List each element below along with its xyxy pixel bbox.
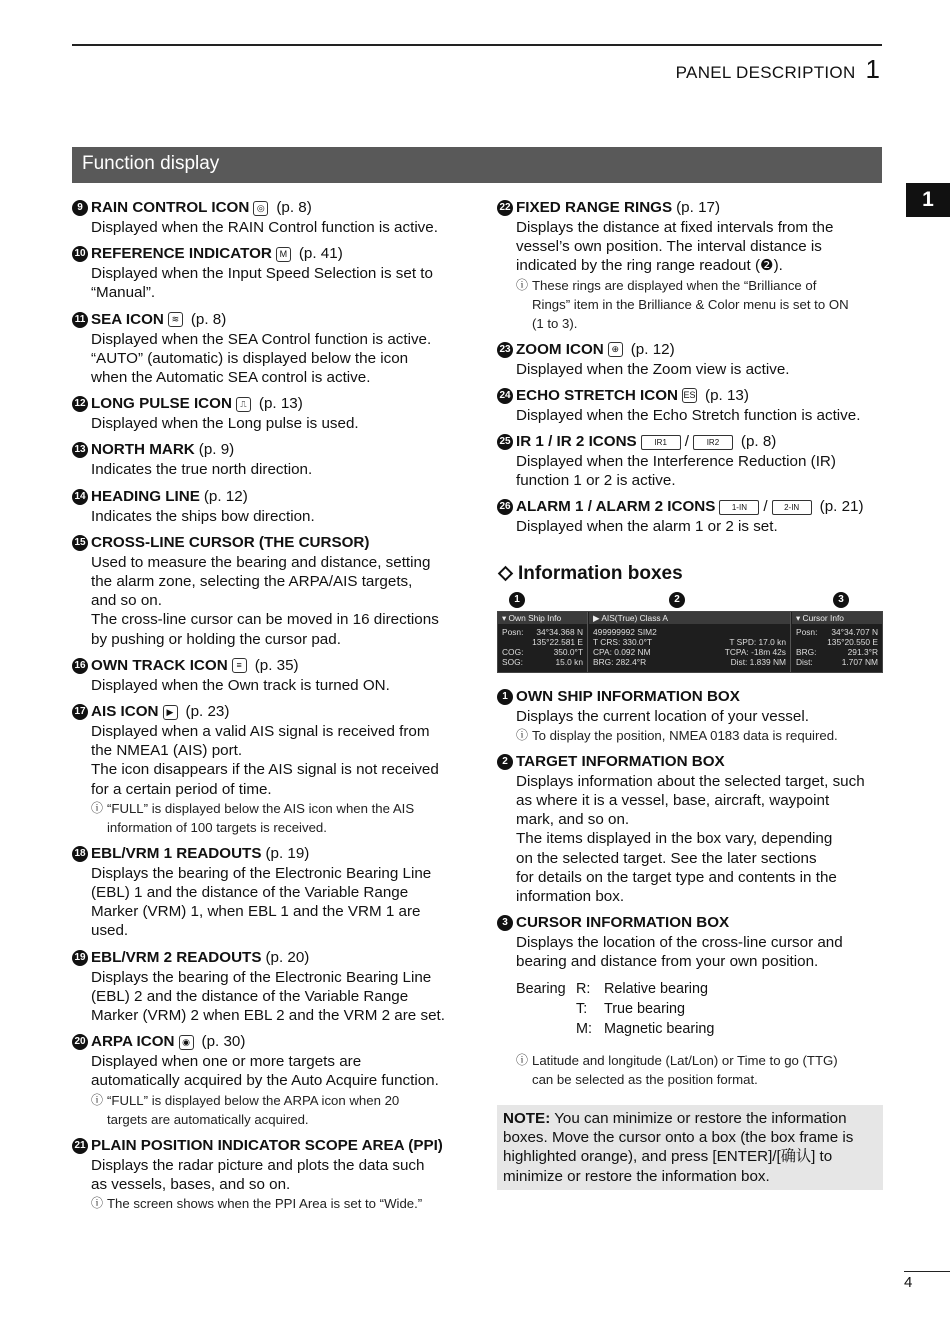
page-ref: (p. 9) — [198, 441, 235, 459]
item-title-row — [497, 386, 883, 406]
item-title-row — [72, 1136, 464, 1156]
item-desc-line: Displayed when a valid AIS signal is received from — [91, 723, 430, 741]
page-ref: (p. 17) — [676, 199, 721, 216]
feature-icon: 2-IN — [772, 500, 812, 515]
item-title: PLAIN POSITION INDICATOR SCOPE AREA (PPI) — [91, 1136, 443, 1154]
diamond-icon — [498, 566, 514, 582]
function-item — [72, 702, 464, 837]
info-value — [690, 627, 787, 637]
feature-icon: ⊕ — [608, 342, 623, 357]
function-item — [72, 440, 464, 479]
item-desc-line: Displayed when the Own track is turned ON. — [91, 676, 390, 694]
bearing-note — [516, 1051, 883, 1089]
item-number: 11 — [72, 312, 88, 328]
item-title-row — [72, 244, 464, 264]
info-row — [502, 627, 583, 637]
item-number: 9 — [72, 200, 88, 216]
item-title-row — [72, 948, 464, 968]
bearing-meaning: Relative bearing — [604, 980, 708, 997]
info-row — [796, 637, 878, 647]
item-number: 16 — [72, 658, 88, 674]
note-line: (1 to 3). — [532, 315, 578, 331]
item-desc-line: the NMEA1 (AIS) port. — [91, 742, 243, 760]
info-boxes-heading — [497, 563, 883, 585]
item-desc-line: Displays information about the selected target, such — [516, 772, 865, 790]
note-line: information of 100 targets is received. — [107, 819, 327, 835]
item-number: 10 — [72, 246, 88, 262]
info-value: 135°22.581 E — [532, 636, 583, 647]
item-title-row — [497, 752, 883, 772]
item-title: LONG PULSE ICON — [91, 395, 232, 413]
bearing-meaning: True bearing — [604, 1000, 686, 1017]
info-label: BRG: — [796, 646, 817, 657]
bearing-code: R: — [576, 980, 591, 997]
function-item — [72, 198, 464, 237]
target-rows — [589, 624, 790, 670]
note-line: can be selected as the position format. — [532, 1071, 758, 1087]
item-title-row — [497, 432, 883, 452]
item-number: 18 — [72, 846, 88, 862]
cursor-info-box[interactable] — [792, 612, 882, 672]
item-number: 17 — [72, 704, 88, 720]
right-column — [497, 198, 883, 1190]
item-desc-line: used. — [91, 922, 129, 940]
info-label: T CRS: 330.0°T — [593, 636, 653, 647]
item-title-row — [497, 198, 883, 218]
note-line: To display the position, NMEA 0183 data is required. — [532, 727, 838, 743]
item-desc-line: The icon disappears if the AIS signal is not received — [91, 761, 439, 779]
info-icon: ⓘ — [91, 1196, 104, 1211]
function-item — [497, 432, 883, 490]
item-number: 2 — [497, 754, 513, 770]
item-desc-line: Displayed when the Long pulse is used. — [91, 415, 359, 433]
function-item — [72, 1032, 464, 1128]
item-title: ZOOM ICON — [516, 340, 604, 358]
info-label: COG: — [502, 646, 524, 657]
chapter-tab: 1 — [906, 183, 950, 217]
item-desc-line: The cross-line cursor can be moved in 16 directions — [91, 611, 439, 629]
feature-icon: ◉ — [179, 1035, 194, 1050]
info-items — [497, 687, 883, 972]
item-title-row — [72, 198, 464, 218]
function-item — [497, 386, 883, 425]
item-number: 13 — [72, 442, 88, 458]
info-row — [593, 657, 786, 667]
page-ref: (p. 41) — [298, 245, 343, 263]
item-desc-line: the alarm zone, selecting the ARPA/AIS targets, — [91, 573, 413, 591]
bearing-label — [516, 1019, 576, 1039]
info-row — [796, 647, 878, 657]
item-desc-line: bearing and distance from your own position. — [516, 953, 819, 971]
item-desc-line: on the selected target. See the later sections — [516, 849, 817, 867]
item-desc-line: indicated by the ring range readout (❷). — [516, 257, 783, 275]
footer-rule — [904, 1271, 950, 1272]
info-row — [593, 627, 786, 637]
item-desc-line: Used to measure the bearing and distance, setting — [91, 553, 431, 571]
page-ref: (p. 8) — [276, 199, 312, 216]
callout-3: 3 — [833, 592, 849, 608]
item-desc-line: Displayed when the RAIN Control function is active. — [91, 219, 438, 236]
page-ref: (p. 35) — [254, 656, 299, 674]
note-text — [107, 1194, 422, 1213]
item-note — [516, 726, 883, 745]
bearing-note-text — [532, 1051, 838, 1089]
item-title-row — [72, 487, 464, 507]
function-item — [497, 198, 883, 333]
note-line: The screen shows when the PPI Area is set to “Wide.” — [107, 1196, 423, 1212]
info-value: 135°20.550 E — [827, 636, 878, 647]
page-ref: (p. 30) — [201, 1033, 246, 1051]
item-number: 15 — [72, 535, 88, 551]
item-number: 12 — [72, 396, 88, 412]
section-banner: Function display — [72, 147, 882, 183]
function-item — [72, 487, 464, 526]
item-title: ALARM 1 / ALARM 2 ICONS — [516, 498, 716, 516]
bearing-legend — [516, 979, 883, 1039]
page-ref: (p. 23) — [185, 703, 230, 721]
note-line: “FULL” is displayed below the AIS icon when the AIS — [107, 800, 415, 816]
item-title-row — [72, 702, 464, 722]
info-row — [796, 657, 878, 667]
item-title: EBL/VRM 1 READOUTS — [91, 844, 262, 862]
item-title-row — [497, 913, 883, 933]
item-desc-line: Displays the bearing of the Electronic Bearing Line — [91, 968, 432, 986]
separator: / — [763, 498, 768, 516]
note-label: NOTE: — [503, 1109, 551, 1127]
function-item — [72, 1136, 464, 1213]
item-note — [516, 276, 883, 333]
info-value: 1.707 NM — [841, 656, 878, 667]
item-desc-line: and so on. — [91, 592, 162, 610]
function-item — [72, 394, 464, 433]
note-line: These rings are displayed when the “Brilliance of — [532, 277, 817, 293]
cursor-rows — [792, 624, 882, 670]
info-label: Posn: — [502, 626, 524, 637]
info-icon: ⓘ — [516, 1052, 529, 1067]
section-title: PANEL DESCRIPTION — [675, 63, 856, 82]
feature-icon: ▶ — [163, 705, 178, 720]
function-item — [72, 533, 464, 649]
note-text — [107, 799, 414, 837]
note-line: targets are automatically acquired. — [107, 1111, 309, 1127]
info-label: SOG: — [502, 656, 523, 667]
item-desc-line: when the Automatic SEA control is active. — [91, 369, 371, 387]
item-title-row — [72, 394, 464, 414]
note-text — [107, 1091, 399, 1129]
item-desc-line: (EBL) 2 and the distance of the Variable Range — [91, 987, 409, 1005]
item-title: ARPA ICON — [91, 1033, 175, 1051]
item-title: REFERENCE INDICATOR — [91, 245, 272, 263]
separator: / — [684, 433, 689, 451]
page-ref: (p. 12) — [630, 340, 675, 358]
item-desc-line: mark, and so on. — [516, 811, 630, 829]
item-desc-line: as vessels, bases, and so on. — [91, 1175, 291, 1193]
item-title: NORTH MARK — [91, 441, 195, 459]
item-title: ECHO STRETCH ICON — [516, 386, 679, 404]
feature-icon: ◎ — [253, 201, 268, 216]
function-item — [497, 497, 883, 536]
page-ref: (p. 20) — [265, 948, 310, 966]
item-desc-line: Displayed when the Input Speed Selection is set to — [91, 265, 433, 283]
item-number: 25 — [497, 434, 513, 450]
function-item — [497, 913, 883, 971]
item-desc-line: Displayed when the alarm 1 or 2 is set. — [516, 518, 778, 536]
info-heading-text: Information boxes — [518, 562, 683, 584]
item-title: IR 1 / IR 2 ICONS — [516, 433, 637, 451]
item-title: CROSS-LINE CURSOR (THE CURSOR) — [91, 533, 370, 551]
page-ref: (p. 12) — [203, 487, 248, 505]
item-note — [91, 799, 464, 837]
page-ref: (p. 13) — [705, 386, 749, 404]
right-items — [497, 198, 883, 537]
info-row — [796, 627, 878, 637]
info-icon: ⓘ — [91, 1092, 104, 1107]
function-item — [497, 687, 883, 745]
item-desc-line: Displays the radar picture and plots the data such — [91, 1156, 425, 1174]
page-ref: (p. 8) — [190, 310, 227, 328]
feature-icon: ⎍ — [236, 397, 251, 412]
target-info-title: ▶ AIS(True) Class A — [589, 612, 790, 624]
item-title: FIXED RANGE RINGS — [516, 199, 673, 216]
item-note — [91, 1194, 464, 1213]
item-desc-line: automatically acquired by the Auto Acquire function. — [91, 1072, 439, 1090]
info-value: 291.3°R — [847, 646, 878, 657]
function-item — [72, 656, 464, 695]
item-desc-line: Displays the location of the cross-line cursor and — [516, 934, 843, 952]
info-value: 34°34.368 N — [536, 626, 583, 637]
item-title: SEA ICON — [91, 310, 164, 328]
item-number: 22 — [497, 200, 513, 216]
item-desc-line: Marker (VRM) 2 when EBL 2 and the VRM 2 are set. — [91, 1007, 445, 1025]
item-title: HEADING LINE — [91, 487, 200, 505]
feature-icon: IR1 — [641, 435, 681, 450]
item-number: 3 — [497, 915, 513, 931]
item-desc-line: for a certain period of time. — [91, 780, 272, 798]
top-rule — [72, 44, 882, 46]
info-label: CPA: 0.092 NM — [593, 646, 651, 657]
item-desc-line: function 1 or 2 is active. — [516, 472, 676, 490]
own-ship-info-title: ▾ Own Ship Info — [498, 612, 587, 624]
info-row — [502, 647, 583, 657]
info-row — [593, 637, 786, 647]
item-desc-line: Displayed when the Echo Stretch function is active. — [516, 406, 861, 424]
info-row — [502, 637, 583, 647]
item-desc-line: Displayed when one or more targets are — [91, 1053, 362, 1071]
info-row — [593, 647, 786, 657]
item-number: 23 — [497, 342, 513, 358]
item-desc-line: Displays the bearing of the Electronic Bearing Line — [91, 864, 432, 882]
info-row — [502, 657, 583, 667]
function-item — [72, 244, 464, 302]
bearing-label: Bearing — [516, 980, 566, 997]
item-title: OWN SHIP INFORMATION BOX — [516, 687, 740, 705]
item-title-row — [72, 656, 464, 676]
note-line: Rings” item in the Brilliance & Color menu is set to ON — [532, 296, 849, 312]
item-title-row — [72, 533, 464, 553]
feature-icon: M — [276, 247, 291, 262]
item-number: 24 — [497, 388, 513, 404]
item-desc-line: as where it is a vessel, base, aircraft, waypoint — [516, 792, 830, 810]
item-title-row — [497, 497, 883, 517]
item-title: OWN TRACK ICON — [91, 656, 228, 674]
bearing-meaning: Magnetic bearing — [604, 1020, 715, 1037]
info-label: Posn: — [796, 626, 818, 637]
feature-icon: ≋ — [168, 312, 183, 327]
item-number: 21 — [72, 1138, 88, 1154]
info-label: Dist: — [796, 656, 813, 667]
page-number: 4 — [904, 1274, 913, 1291]
item-desc-line: Displays the distance at fixed intervals from the — [516, 219, 834, 236]
info-label: BRG: 282.4°R — [593, 656, 647, 667]
item-number: 20 — [72, 1034, 88, 1050]
note-line: Latitude and longitude (Lat/Lon) or Time to go (TTG) — [532, 1052, 838, 1068]
item-title-row — [72, 1032, 464, 1052]
feature-icon: ≡ — [232, 658, 247, 673]
info-box-screenshot — [497, 611, 883, 673]
page-ref: (p. 8) — [740, 433, 777, 451]
info-value: 34°34.707 N — [831, 626, 878, 637]
note-box — [497, 1105, 883, 1190]
item-desc-line: “Manual”. — [91, 284, 156, 302]
feature-icon: ES — [682, 388, 697, 403]
item-title: TARGET INFORMATION BOX — [516, 752, 725, 770]
feature-icon: IR2 — [693, 435, 733, 450]
item-desc-line: vessel’s own position. The interval distance is — [516, 238, 822, 256]
item-desc-line: Displayed when the SEA Control function is active. — [91, 330, 432, 348]
item-title: RAIN CONTROL ICON — [91, 199, 250, 216]
item-desc-line: Indicates the true north direction. — [91, 461, 313, 479]
page-header — [676, 54, 880, 85]
note-line: “FULL” is displayed below the ARPA icon when 20 — [107, 1092, 400, 1108]
item-desc-line: (EBL) 1 and the distance of the Variable Range — [91, 884, 409, 902]
item-note — [91, 1091, 464, 1129]
item-title: AIS ICON — [91, 703, 159, 721]
own-ship-info-box[interactable] — [498, 612, 588, 672]
item-number: 14 — [72, 489, 88, 505]
function-item — [497, 340, 883, 379]
chapter-number: 1 — [865, 54, 880, 84]
item-desc-line: Displays the current location of your vessel. — [516, 707, 809, 725]
feature-icon: 1-IN — [719, 500, 759, 515]
page-ref: (p. 21) — [819, 498, 864, 516]
function-item — [72, 844, 464, 941]
item-desc-line: Displayed when the Zoom view is active. — [516, 360, 790, 378]
item-number: 26 — [497, 499, 513, 515]
info-value: TCPA: -18m 42s — [724, 646, 786, 657]
page-ref: (p. 13) — [258, 395, 303, 413]
item-desc-line: information box. — [516, 888, 625, 906]
function-item — [497, 752, 883, 906]
function-item — [72, 310, 464, 388]
item-desc-line: by pushing or holding the cursor pad. — [91, 630, 341, 648]
callout-2: 2 — [669, 592, 685, 608]
item-title-row — [72, 844, 464, 864]
info-value: T SPD: 17.0 kn — [729, 636, 786, 647]
info-label: 499999992 SIM2 — [593, 626, 657, 637]
item-desc-line: for details on the target type and contents in the — [516, 868, 837, 886]
function-item — [72, 948, 464, 1026]
info-value: 350.0°T — [553, 646, 583, 657]
item-title-row — [72, 440, 464, 460]
item-number: 19 — [72, 950, 88, 966]
own-ship-rows — [498, 624, 587, 670]
item-title-row — [497, 340, 883, 360]
note-text — [532, 726, 838, 745]
note-text: You can minimize or restore the information boxes. Move the cursor onto a box (the box frame is highlighted orange), and press [ENTER]/[确认] to minimize or restore the information box. — [503, 1109, 854, 1185]
item-title-row — [497, 687, 883, 707]
bearing-code: M: — [576, 1020, 592, 1037]
target-info-box[interactable] — [589, 612, 791, 672]
cursor-info-title: ▾ Cursor Info — [792, 612, 882, 624]
callout-1: 1 — [509, 592, 525, 608]
item-desc-line: Indicates the ships bow direction. — [91, 507, 315, 525]
item-title: CURSOR INFORMATION BOX — [516, 914, 730, 932]
item-title: EBL/VRM 2 READOUTS — [91, 948, 262, 966]
note-text — [532, 276, 849, 333]
info-value: 15.0 kn — [555, 656, 583, 667]
bearing-label — [516, 999, 576, 1019]
item-number: 1 — [497, 689, 513, 705]
item-desc-line: The items displayed in the box vary, depending — [516, 830, 833, 848]
callout-row — [497, 589, 883, 611]
info-value: Dist: 1.839 NM — [730, 656, 786, 667]
left-column — [72, 198, 464, 1220]
item-desc-line: “AUTO” (automatic) is displayed below the icon — [91, 349, 409, 367]
info-icon: ⓘ — [91, 800, 104, 815]
info-icon: ⓘ — [516, 277, 529, 292]
bearing-code: T: — [576, 1000, 588, 1017]
info-icon: ⓘ — [516, 727, 529, 742]
item-desc-line: Displayed when the Interference Reduction (IR) — [516, 453, 836, 471]
page-ref: (p. 19) — [265, 844, 310, 862]
item-desc-line: Marker (VRM) 1, when EBL 1 and the VRM 1 are — [91, 903, 421, 921]
item-title-row — [72, 310, 464, 330]
